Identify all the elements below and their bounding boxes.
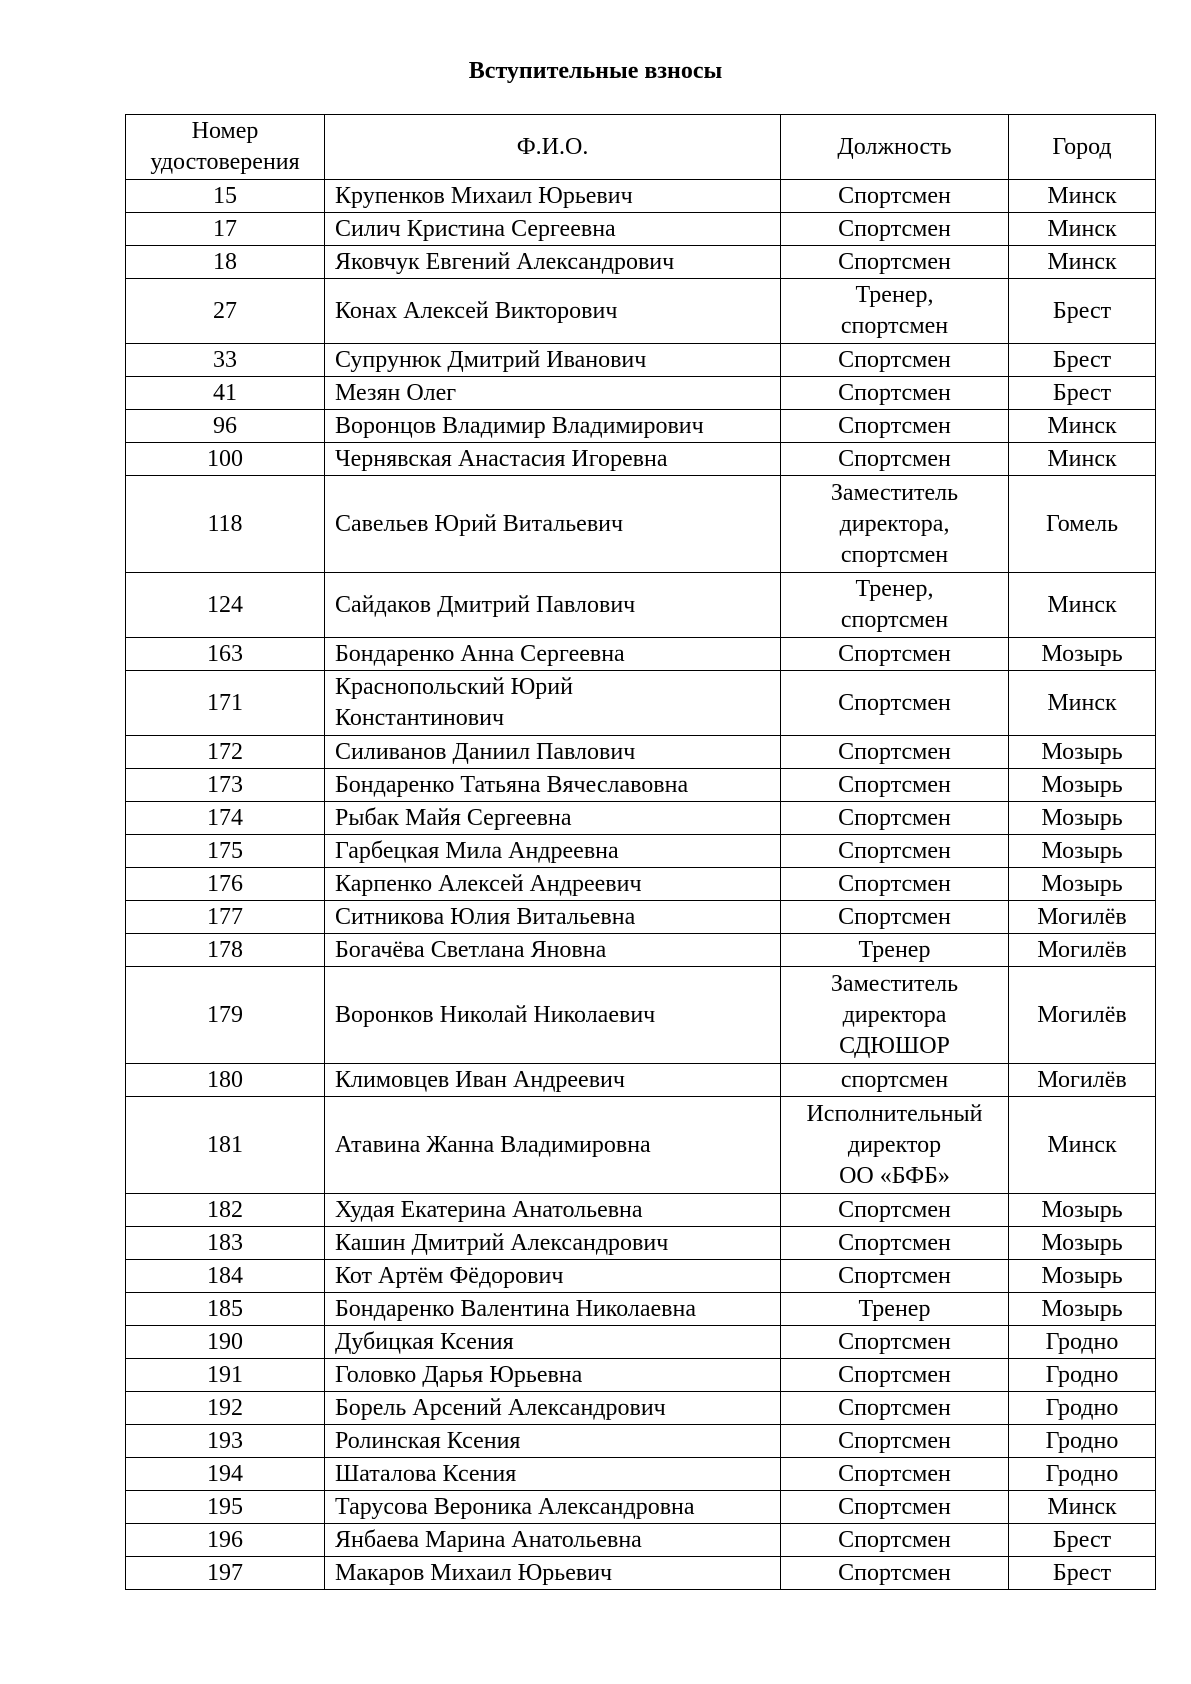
cell-name: Борель Арсений Александрович	[325, 1392, 781, 1425]
cell-name: Силиванов Даниил Павлович	[325, 736, 781, 769]
table-row	[126, 1392, 1156, 1425]
table-row	[126, 1359, 1156, 1392]
cell-position: Спортсмен	[781, 671, 1009, 736]
cell-name: Воронков Николай Николаевич	[325, 967, 781, 1064]
cell-name: Тарусова Вероника Александровна	[325, 1491, 781, 1524]
table-row	[126, 934, 1156, 967]
table-row	[126, 1425, 1156, 1458]
cell-city: Гомель	[1009, 476, 1156, 573]
cell-position: Спортсмен	[781, 1260, 1009, 1293]
cell-city: Мозырь	[1009, 638, 1156, 671]
table-row	[126, 671, 1156, 736]
cell-number: 100	[126, 443, 325, 476]
cell-name: Супрунюк Дмитрий Иванович	[325, 344, 781, 377]
cell-number: 179	[126, 967, 325, 1064]
cell-city: Минск	[1009, 410, 1156, 443]
table-row	[126, 638, 1156, 671]
cell-city: Мозырь	[1009, 835, 1156, 868]
cell-position: Спортсмен	[781, 443, 1009, 476]
cell-position: Тренер, спортсмен	[781, 573, 1009, 638]
cell-city: Мозырь	[1009, 1194, 1156, 1227]
cell-city: Мозырь	[1009, 802, 1156, 835]
table-row	[126, 769, 1156, 802]
cell-name: Бондаренко Валентина Николаевна	[325, 1293, 781, 1326]
cell-name: Янбаева Марина Анатольевна	[325, 1524, 781, 1557]
table-row	[126, 246, 1156, 279]
cell-city: Гродно	[1009, 1359, 1156, 1392]
cell-position: Тренер, спортсмен	[781, 279, 1009, 344]
cell-city: Минск	[1009, 213, 1156, 246]
cell-number: 41	[126, 377, 325, 410]
cell-number: 17	[126, 213, 325, 246]
table-body	[126, 180, 1156, 1590]
cell-city: Брест	[1009, 1557, 1156, 1590]
cell-number: 197	[126, 1557, 325, 1590]
table-row	[126, 1097, 1156, 1194]
table-row	[126, 1458, 1156, 1491]
cell-name: Конах Алексей Викторович	[325, 279, 781, 344]
cell-city: Мозырь	[1009, 1293, 1156, 1326]
cell-position: Спортсмен	[781, 1491, 1009, 1524]
table-row	[126, 573, 1156, 638]
cell-position: Спортсмен	[781, 901, 1009, 934]
cell-number: 118	[126, 476, 325, 573]
cell-position: Заместитель директора СДЮШОР	[781, 967, 1009, 1064]
cell-number: 176	[126, 868, 325, 901]
table-row	[126, 1227, 1156, 1260]
cell-number: 15	[126, 180, 325, 213]
cell-position: Спортсмен	[781, 638, 1009, 671]
cell-name: Мезян Олег	[325, 377, 781, 410]
cell-name: Дубицкая Ксения	[325, 1326, 781, 1359]
cell-number: 193	[126, 1425, 325, 1458]
cell-number: 196	[126, 1524, 325, 1557]
header-city: Город	[1009, 115, 1156, 180]
table-row	[126, 377, 1156, 410]
cell-name: Бондаренко Анна Сергеевна	[325, 638, 781, 671]
cell-city: Брест	[1009, 279, 1156, 344]
cell-name: Головко Дарья Юрьевна	[325, 1359, 781, 1392]
cell-number: 194	[126, 1458, 325, 1491]
cell-name: Воронцов Владимир Владимирович	[325, 410, 781, 443]
cell-city: Мозырь	[1009, 769, 1156, 802]
header-number: Номер удостоверения	[126, 115, 325, 180]
table-header-row	[126, 115, 1156, 180]
table-row	[126, 736, 1156, 769]
table-row	[126, 180, 1156, 213]
cell-city: Минск	[1009, 443, 1156, 476]
cell-number: 183	[126, 1227, 325, 1260]
cell-city: Минск	[1009, 573, 1156, 638]
table-row	[126, 1293, 1156, 1326]
cell-city: Гродно	[1009, 1326, 1156, 1359]
cell-number: 124	[126, 573, 325, 638]
cell-city: Могилёв	[1009, 934, 1156, 967]
cell-position: Спортсмен	[781, 1458, 1009, 1491]
cell-position: Спортсмен	[781, 802, 1009, 835]
cell-number: 181	[126, 1097, 325, 1194]
cell-city: Минск	[1009, 180, 1156, 213]
table-row	[126, 1064, 1156, 1097]
cell-name: Силич Кристина Сергеевна	[325, 213, 781, 246]
cell-name: Сайдаков Дмитрий Павлович	[325, 573, 781, 638]
table-row	[126, 213, 1156, 246]
table-row	[126, 901, 1156, 934]
cell-position: Спортсмен	[781, 1227, 1009, 1260]
table-row	[126, 476, 1156, 573]
cell-name: Савельев Юрий Витальевич	[325, 476, 781, 573]
cell-position: Спортсмен	[781, 769, 1009, 802]
cell-name: Ситникова Юлия Витальевна	[325, 901, 781, 934]
cell-position: Спортсмен	[781, 1326, 1009, 1359]
cell-number: 18	[126, 246, 325, 279]
cell-number: 192	[126, 1392, 325, 1425]
cell-position: Спортсмен	[781, 1194, 1009, 1227]
cell-position: Спортсмен	[781, 1392, 1009, 1425]
cell-name: Шаталова Ксения	[325, 1458, 781, 1491]
cell-position: Заместитель директора, спортсмен	[781, 476, 1009, 573]
cell-name: Крупенков Михаил Юрьевич	[325, 180, 781, 213]
cell-position: Исполнительный директор ОО «БФБ»	[781, 1097, 1009, 1194]
cell-number: 180	[126, 1064, 325, 1097]
cell-city: Минск	[1009, 1097, 1156, 1194]
table-row	[126, 443, 1156, 476]
cell-name: Гарбецкая Мила Андреевна	[325, 835, 781, 868]
header-name: Ф.И.О.	[325, 115, 781, 180]
cell-number: 174	[126, 802, 325, 835]
table-row	[126, 868, 1156, 901]
cell-city: Мозырь	[1009, 868, 1156, 901]
cell-name: Макаров Михаил Юрьевич	[325, 1557, 781, 1590]
cell-position: Спортсмен	[781, 1359, 1009, 1392]
cell-number: 190	[126, 1326, 325, 1359]
cell-name: Климовцев Иван Андреевич	[325, 1064, 781, 1097]
cell-number: 171	[126, 671, 325, 736]
table-row	[126, 344, 1156, 377]
cell-city: Минск	[1009, 671, 1156, 736]
cell-position: Спортсмен	[781, 180, 1009, 213]
cell-city: Минск	[1009, 246, 1156, 279]
cell-position: Спортсмен	[781, 1425, 1009, 1458]
cell-number: 191	[126, 1359, 325, 1392]
cell-city: Мозырь	[1009, 736, 1156, 769]
cell-city: Могилёв	[1009, 1064, 1156, 1097]
cell-name: Бондаренко Татьяна Вячеславовна	[325, 769, 781, 802]
table-row	[126, 1524, 1156, 1557]
cell-name: Богачёва Светлана Яновна	[325, 934, 781, 967]
cell-number: 172	[126, 736, 325, 769]
cell-city: Гродно	[1009, 1392, 1156, 1425]
cell-city: Брест	[1009, 344, 1156, 377]
cell-number: 27	[126, 279, 325, 344]
cell-city: Мозырь	[1009, 1227, 1156, 1260]
cell-position: Спортсмен	[781, 1524, 1009, 1557]
cell-position: Спортсмен	[781, 246, 1009, 279]
cell-number: 182	[126, 1194, 325, 1227]
cell-position: Спортсмен	[781, 868, 1009, 901]
cell-city: Гродно	[1009, 1425, 1156, 1458]
cell-name: Атавина Жанна Владимировна	[325, 1097, 781, 1194]
cell-city: Брест	[1009, 377, 1156, 410]
cell-name: Кашин Дмитрий Александрович	[325, 1227, 781, 1260]
cell-number: 178	[126, 934, 325, 967]
cell-name: Ролинская Ксения	[325, 1425, 781, 1458]
cell-city: Гродно	[1009, 1458, 1156, 1491]
cell-name: Чернявская Анастасия Игоревна	[325, 443, 781, 476]
cell-number: 96	[126, 410, 325, 443]
table-row	[126, 1491, 1156, 1524]
table-row	[126, 1260, 1156, 1293]
cell-position: Спортсмен	[781, 213, 1009, 246]
table-row	[126, 802, 1156, 835]
cell-name: Рыбак Майя Сергеевна	[325, 802, 781, 835]
cell-position: спортсмен	[781, 1064, 1009, 1097]
cell-name: Краснопольский Юрий Константинович	[325, 671, 781, 736]
table-row	[126, 410, 1156, 443]
cell-position: Тренер	[781, 934, 1009, 967]
cell-number: 185	[126, 1293, 325, 1326]
cell-number: 195	[126, 1491, 325, 1524]
cell-position: Спортсмен	[781, 736, 1009, 769]
table-row	[126, 279, 1156, 344]
cell-name: Кот Артём Фёдорович	[325, 1260, 781, 1293]
fees-table	[125, 114, 1156, 1590]
cell-city: Брест	[1009, 1524, 1156, 1557]
cell-position: Спортсмен	[781, 377, 1009, 410]
cell-number: 33	[126, 344, 325, 377]
cell-number: 177	[126, 901, 325, 934]
cell-name: Яковчук Евгений Александрович	[325, 246, 781, 279]
cell-city: Минск	[1009, 1491, 1156, 1524]
cell-number: 184	[126, 1260, 325, 1293]
table-row	[126, 835, 1156, 868]
cell-number: 173	[126, 769, 325, 802]
cell-position: Спортсмен	[781, 410, 1009, 443]
cell-number: 175	[126, 835, 325, 868]
cell-city: Могилёв	[1009, 967, 1156, 1064]
cell-position: Тренер	[781, 1293, 1009, 1326]
cell-position: Спортсмен	[781, 1557, 1009, 1590]
table-row	[126, 1194, 1156, 1227]
cell-name: Худая Екатерина Анатольевна	[325, 1194, 781, 1227]
header-position: Должность	[781, 115, 1009, 180]
cell-position: Спортсмен	[781, 835, 1009, 868]
cell-number: 163	[126, 638, 325, 671]
page-title: Вступительные взносы	[468, 58, 723, 84]
cell-city: Могилёв	[1009, 901, 1156, 934]
cell-position: Спортсмен	[781, 344, 1009, 377]
cell-name: Карпенко Алексей Андреевич	[325, 868, 781, 901]
cell-city: Мозырь	[1009, 1260, 1156, 1293]
table-row	[126, 967, 1156, 1064]
table-row	[126, 1557, 1156, 1590]
table-row	[126, 1326, 1156, 1359]
